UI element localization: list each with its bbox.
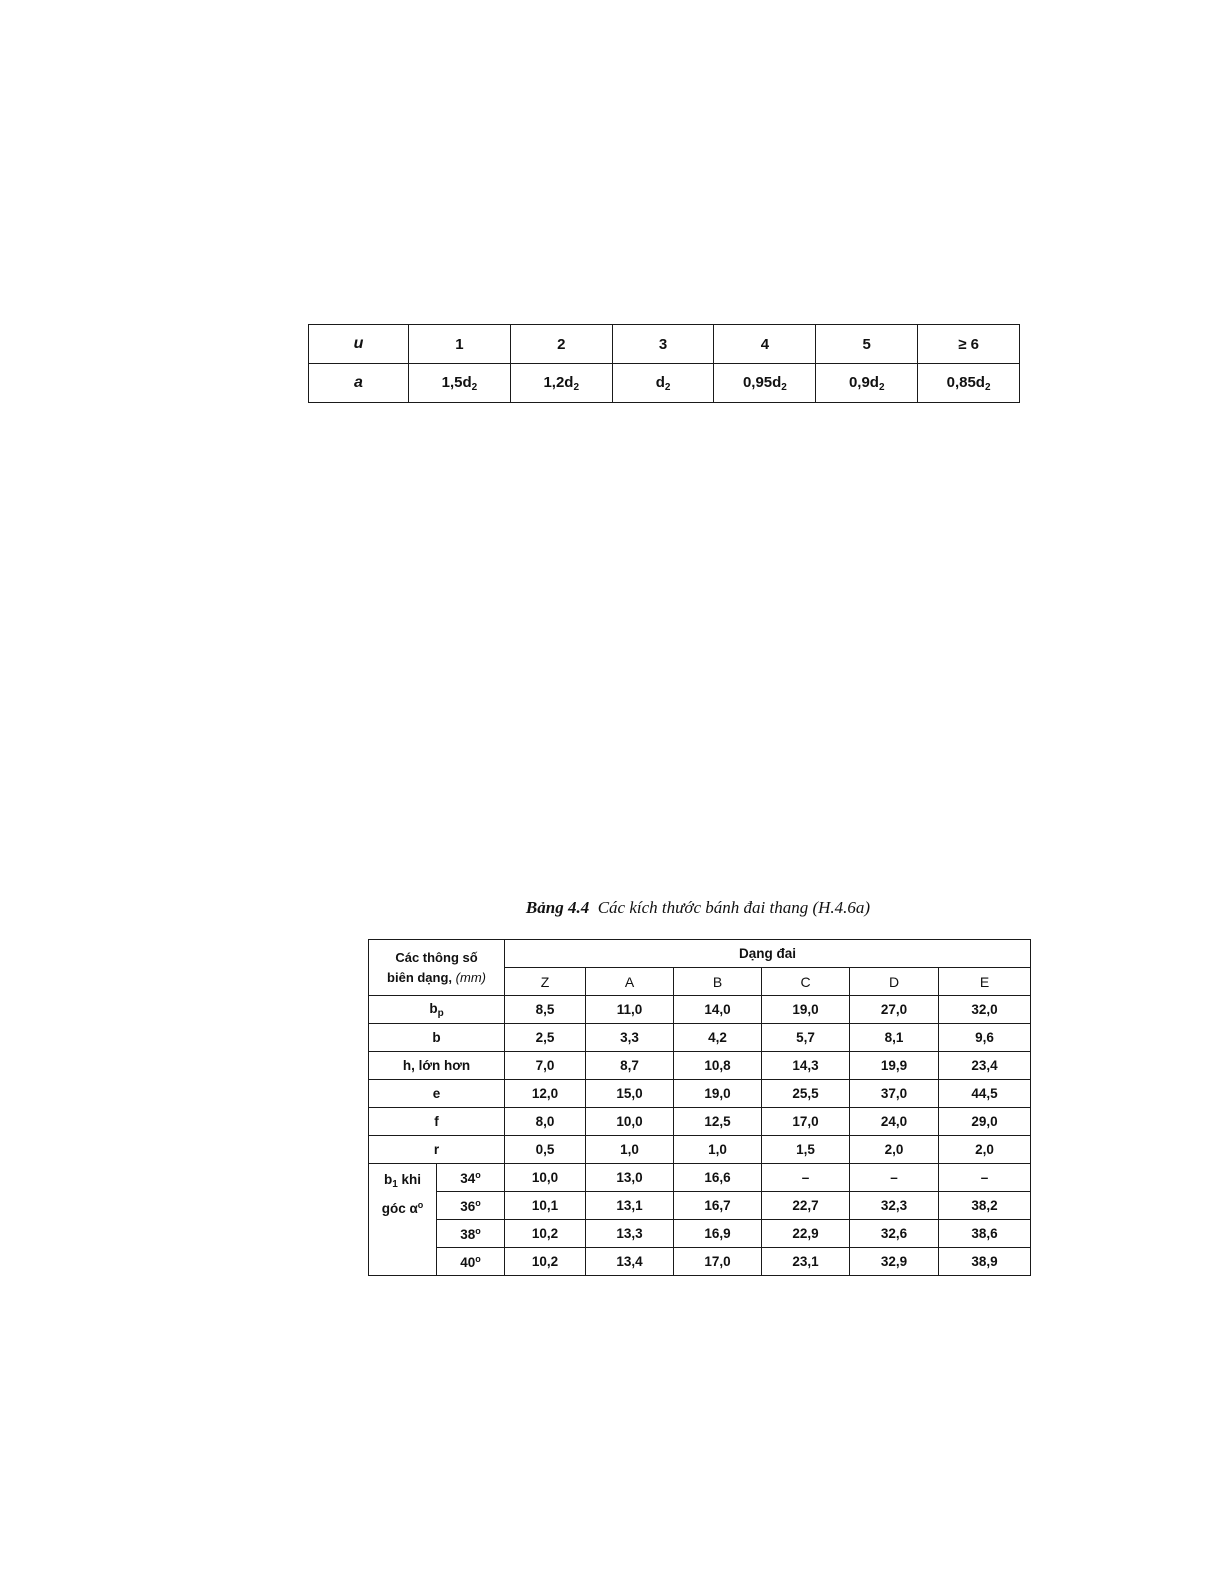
degree-sign: o — [475, 1169, 481, 1180]
table-cell: 3,3 — [586, 1024, 674, 1052]
table-cell: 19,0 — [674, 1080, 762, 1108]
u-cell: ≥ 6 — [918, 325, 1020, 364]
table-cell: 8,0 — [505, 1108, 586, 1136]
table-cell: 32,6 — [850, 1220, 939, 1248]
table-cell: 7,0 — [505, 1052, 586, 1080]
table-cell: 23,1 — [762, 1248, 850, 1276]
table-cell: 1,5 — [762, 1136, 850, 1164]
table-cell: 19,9 — [850, 1052, 939, 1080]
table-cell: 15,0 — [586, 1080, 674, 1108]
row-label — [369, 1136, 505, 1164]
angle-value: 36 — [460, 1198, 476, 1214]
header-param-line2: biên dạng, — [387, 969, 453, 985]
table-cell: – — [939, 1164, 1031, 1192]
row-label-text: f — [434, 1114, 439, 1129]
table-row-a — [309, 364, 1020, 403]
angle-cell — [437, 1164, 505, 1192]
row-label — [369, 1024, 505, 1052]
table-cell: – — [762, 1164, 850, 1192]
table-cell: 10,0 — [505, 1164, 586, 1192]
row-label-subscript: p — [437, 1007, 444, 1019]
u-cell: 3 — [612, 325, 714, 364]
table-cell: 22,9 — [762, 1220, 850, 1248]
table-row — [369, 1080, 1031, 1108]
a-cell — [409, 364, 511, 403]
table-cell: 14,0 — [674, 996, 762, 1024]
b1-label-angle: góc α — [381, 1201, 418, 1216]
column-header: C — [762, 968, 850, 996]
a-cell — [918, 364, 1020, 403]
table-cell: 10,0 — [586, 1108, 674, 1136]
table-cell: 13,0 — [586, 1164, 674, 1192]
table-cell: 29,0 — [939, 1108, 1031, 1136]
b1-label-b: b — [383, 1172, 393, 1187]
row-label-text: b — [429, 1000, 438, 1016]
header-param-unit: (mm) — [455, 969, 486, 985]
row-label — [369, 996, 505, 1024]
table-header-row — [369, 940, 1031, 968]
table-cell: 1,0 — [674, 1136, 762, 1164]
row-label-text: b — [432, 1030, 441, 1045]
table-cell: 19,0 — [762, 996, 850, 1024]
a-value: 0,9d — [848, 373, 879, 391]
row-label-a: a — [309, 364, 409, 403]
row-label-text: h, lớn hơn — [402, 1058, 471, 1073]
table-cell: 16,9 — [674, 1220, 762, 1248]
a-subscript: 2 — [664, 381, 671, 393]
u-a-table — [308, 324, 1020, 403]
a-cell — [510, 364, 612, 403]
table-row — [369, 1108, 1031, 1136]
b1-row-group-label — [369, 1164, 437, 1276]
table-cell: 12,5 — [674, 1108, 762, 1136]
row-label — [369, 1080, 505, 1108]
degree-sign: o — [475, 1253, 481, 1264]
table-cell: 2,5 — [505, 1024, 586, 1052]
column-header: Z — [505, 968, 586, 996]
table-cell: 10,1 — [505, 1192, 586, 1220]
a-subscript: 2 — [781, 381, 787, 393]
column-header: E — [939, 968, 1031, 996]
angle-value: 40 — [460, 1254, 476, 1270]
table-cell: 23,4 — [939, 1052, 1031, 1080]
table-row — [369, 1192, 1031, 1220]
angle-cell — [437, 1192, 505, 1220]
table-row-u — [309, 325, 1020, 364]
table-row — [369, 996, 1031, 1024]
table-cell: 8,5 — [505, 996, 586, 1024]
table-cell: 1,0 — [586, 1136, 674, 1164]
a-subscript: 2 — [878, 381, 885, 393]
table-row — [369, 1136, 1031, 1164]
a-subscript: 2 — [984, 381, 991, 393]
row-label-u: u — [309, 325, 409, 364]
b1-label-subscript: 1 — [392, 1179, 398, 1190]
a-value: d — [655, 373, 665, 391]
table-cell: 25,5 — [762, 1080, 850, 1108]
table-cell: – — [850, 1164, 939, 1192]
table-cell: 38,9 — [939, 1248, 1031, 1276]
table-cell: 32,9 — [850, 1248, 939, 1276]
caption-label: Bảng 4.4 — [525, 898, 590, 917]
b1-label-rest: khi — [397, 1172, 422, 1187]
column-header: D — [850, 968, 939, 996]
table-cell: 38,2 — [939, 1192, 1031, 1220]
column-header: B — [674, 968, 762, 996]
table-cell: 16,7 — [674, 1192, 762, 1220]
table-cell: 24,0 — [850, 1108, 939, 1136]
table-cell: 14,3 — [762, 1052, 850, 1080]
u-cell: 5 — [816, 325, 918, 364]
table-cell: 22,7 — [762, 1192, 850, 1220]
table-cell: 4,2 — [674, 1024, 762, 1052]
table-cell: 11,0 — [586, 996, 674, 1024]
table-cell: 16,6 — [674, 1164, 762, 1192]
table-cell: 0,5 — [505, 1136, 586, 1164]
table-cell: 44,5 — [939, 1080, 1031, 1108]
table-cell: 10,2 — [505, 1220, 586, 1248]
table-cell: 38,6 — [939, 1220, 1031, 1248]
u-cell: 1 — [409, 325, 511, 364]
angle-cell — [437, 1248, 505, 1276]
table-row — [369, 1024, 1031, 1052]
angle-cell — [437, 1220, 505, 1248]
a-value: 1,5d — [441, 373, 472, 391]
row-label — [369, 1108, 505, 1136]
a-value: 0,95d — [742, 373, 782, 391]
a-subscript: 2 — [471, 381, 478, 393]
column-header: A — [586, 968, 674, 996]
caption-text: Các kích thước bánh đai thang (H.4.6a) — [597, 898, 871, 917]
row-label-text: r — [433, 1142, 440, 1157]
table-cell: 17,0 — [762, 1108, 850, 1136]
a-cell — [612, 364, 714, 403]
v-belt-pulley-dimensions-table — [368, 939, 1031, 1276]
a-value: 1,2d — [543, 373, 574, 391]
table-cell: 5,7 — [762, 1024, 850, 1052]
degree-sign: o — [475, 1225, 481, 1236]
table-caption — [366, 898, 1030, 918]
table-cell: 27,0 — [850, 996, 939, 1024]
degree-sign: o — [475, 1197, 481, 1208]
row-label — [369, 1052, 505, 1080]
table-cell: 2,0 — [939, 1136, 1031, 1164]
table-row — [369, 1220, 1031, 1248]
a-value: 0,85d — [946, 373, 985, 391]
angle-value: 38 — [460, 1226, 476, 1242]
parameter-rows — [369, 996, 1031, 1164]
header-belt-type: Dạng đai — [505, 940, 1031, 968]
table-cell: 10,8 — [674, 1052, 762, 1080]
a-cell — [816, 364, 918, 403]
row-label-text: e — [432, 1086, 441, 1101]
table-cell: 10,2 — [505, 1248, 586, 1276]
table-cell: 9,6 — [939, 1024, 1031, 1052]
a-cell — [714, 364, 816, 403]
table-cell: 32,0 — [939, 996, 1031, 1024]
header-parameters — [369, 940, 505, 996]
a-subscript: 2 — [573, 381, 580, 393]
u-cell: 2 — [510, 325, 612, 364]
table-cell: 17,0 — [674, 1248, 762, 1276]
header-param-line1: Các thông số — [395, 949, 478, 965]
table-row — [369, 1052, 1031, 1080]
b1-label-degree: o — [417, 1200, 424, 1210]
table-cell: 32,3 — [850, 1192, 939, 1220]
table-cell: 13,4 — [586, 1248, 674, 1276]
angle-rows — [369, 1164, 1031, 1276]
table-cell: 13,1 — [586, 1192, 674, 1220]
table-cell: 12,0 — [505, 1080, 586, 1108]
table-cell: 13,3 — [586, 1220, 674, 1248]
u-cell: 4 — [714, 325, 816, 364]
angle-value: 34 — [460, 1170, 476, 1186]
table-cell: 2,0 — [850, 1136, 939, 1164]
table-row — [369, 1164, 1031, 1192]
table-row — [369, 1248, 1031, 1276]
table-cell: 37,0 — [850, 1080, 939, 1108]
table-cell: 8,1 — [850, 1024, 939, 1052]
table-cell: 8,7 — [586, 1052, 674, 1080]
